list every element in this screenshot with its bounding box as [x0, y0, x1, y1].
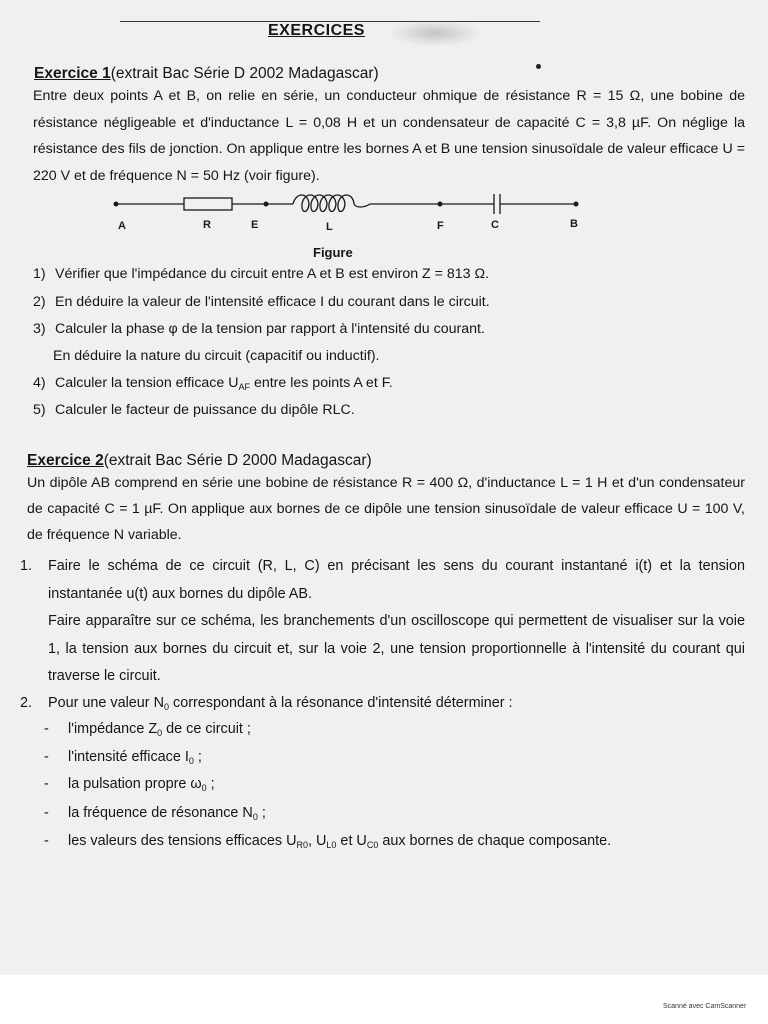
exercise1-heading	[34, 65, 379, 83]
question-text: Vérifier que l'impédance du circuit entre A et B est environ Z = 813 Ω.	[55, 266, 490, 282]
node-a	[114, 202, 119, 207]
question-text: Calculer la tension efficace $U_{AF}$ entre les points A et F.	[55, 375, 393, 392]
label-e: E	[251, 219, 259, 231]
exercise1-question-3-continued	[53, 348, 380, 364]
list-item-text: les valeurs des tensions efficaces $U_{R0}$, $U_{L0}$ et $U_{C0}$ aux bornes de chaque composante.	[68, 833, 612, 850]
dash-marker: -	[44, 805, 49, 821]
list-item-text: la fréquence de résonance $N_0$ ;	[68, 805, 266, 822]
question-number: 4)	[33, 375, 46, 391]
exercise2-heading-label: Exercice 2	[27, 452, 104, 469]
question-text: En déduire la nature du circuit (capacitif ou inductif).	[53, 348, 380, 364]
question-text-2: Faire apparaître sur ce schéma, les branchements d'un oscilloscope qui permettent de visualiser sur la voie 1, la tension aux bornes du circuit et, sur la voie 2, une tension proportionnelle à l'intensité du courant qui traverse le circuit.	[48, 613, 745, 684]
question-text: Pour une valeur $N_0$ correspondant à la résonance d'intensité déterminer :	[48, 695, 513, 712]
figure-caption: Figure	[313, 245, 353, 260]
label-b: B	[570, 218, 578, 230]
list-item-text: la pulsation propre $\omega_0$ ;	[68, 776, 215, 793]
exercise2-question-2	[20, 690, 745, 722]
label-l: L	[326, 221, 333, 233]
question-text: Faire le schéma de ce circuit (R, L, C) en précisant les sens du courant instantané i(t) et la tension instantanée u(t) aux bornes du dipôle AB.	[48, 558, 745, 602]
node-b	[574, 202, 579, 207]
exercise2-question-1	[20, 553, 745, 691]
question-number: 3)	[33, 321, 46, 337]
dash-marker: -	[44, 721, 49, 737]
question-text: Calculer la phase φ de la tension par rapport à l'intensité du courant.	[55, 321, 485, 337]
scanner-footer: Scanné avec CamScanner	[663, 1003, 747, 1010]
question-number: 1.	[20, 558, 33, 574]
exercise2-statement: Un dipôle AB comprend en série une bobine de résistance R = 400 Ω, d'inductance L = 1 H et d'un condensateur de capacité C = 1 µF. On applique aux bornes de ce dipôle une tension sinusoïdale de valeur efficace U = 100 V, de fréquence N variable.	[27, 475, 745, 543]
list-item-text: l'intensité efficace $I_0$ ;	[68, 749, 202, 766]
dash-marker: -	[44, 749, 49, 765]
question-number: 1)	[33, 266, 46, 282]
exercise2-heading	[27, 452, 372, 470]
exercise2-source: (extrait Bac Série D 2000 Madagascar)	[103, 452, 372, 469]
exercise1-heading-label: Exercice 1	[34, 65, 111, 82]
question-text: En déduire la valeur de l'intensité efficace I du courant dans le circuit.	[55, 294, 490, 310]
page-title: EXERCICES	[268, 22, 365, 39]
label-c: C	[491, 219, 499, 231]
circuit-diagram	[108, 190, 598, 242]
question-number: 2)	[33, 294, 46, 310]
exercise1-statement: Entre deux points A et B, on relie en série, un conducteur ohmique de résistance R = 15 Ω, une bobine de résistance négligeable et d'inductance L = 0,08 H et un condensateur de capacité C = 3,8 µF. On néglige la résistance des fils de jonction. On applique entre les bornes A et B une tension sinusoïdale de valeur efficace U = 220 V et de fréquence N = 50 Hz (voir figure).	[33, 88, 745, 185]
label-f: F	[437, 220, 444, 232]
dash-marker: -	[44, 776, 49, 792]
node-e	[264, 202, 269, 207]
inductor-coil	[293, 195, 370, 212]
exercise1-source: (extrait Bac Série D 2002 Madagascar)	[110, 65, 379, 82]
question-number: 2.	[20, 695, 33, 711]
dash-marker: -	[44, 833, 49, 849]
question-text: Calculer le facteur de puissance du dipôle RLC.	[55, 402, 355, 418]
list-item-text: l'impédance $Z_0$ de ce circuit ;	[68, 721, 251, 738]
node-f	[438, 202, 443, 207]
label-a: A	[118, 220, 126, 232]
resistor-symbol	[184, 198, 232, 210]
ink-dot	[536, 64, 541, 69]
question-number: 5)	[33, 402, 46, 418]
scan-smudge	[390, 20, 480, 46]
label-r: R	[203, 219, 211, 231]
